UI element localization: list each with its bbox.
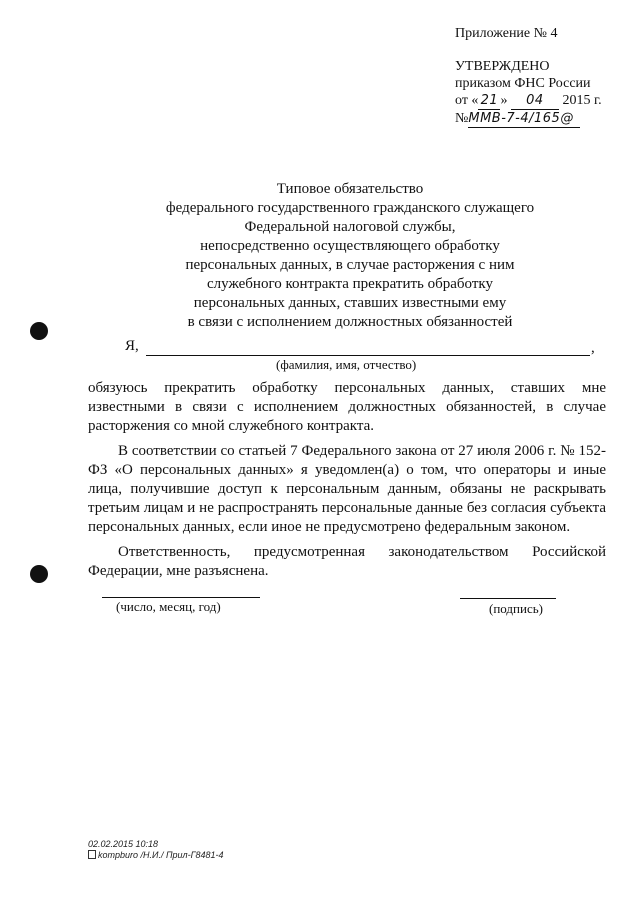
footer-note <box>88 839 224 861</box>
paragraph-responsibility: Ответственность, предусмотренная законодательством Российской Федерации, мне разъяснена. <box>88 544 606 579</box>
order-year: 2015 г. <box>562 93 602 108</box>
order-date: от « 21 » 04 2015 г. <box>455 93 602 108</box>
date-signature-line[interactable] <box>102 597 260 598</box>
document-icon <box>88 850 96 859</box>
title-line: Федеральной налоговой службы, <box>244 219 456 235</box>
order-line: приказом ФНС России <box>455 76 591 91</box>
approved-label: УТВЕРЖДЕНО <box>455 59 550 74</box>
footer-timestamp: 02.02.2015 10:18 <box>88 839 159 849</box>
appendix-label: Приложение № 4 <box>455 26 558 41</box>
approval-block <box>455 58 602 128</box>
footer-file: kompburo /Н.И./ Прил-Г8481-4 <box>88 850 224 861</box>
document-title <box>100 180 600 332</box>
title-line: персональных данных, в случае расторжения с ним <box>185 257 515 273</box>
title-line: непосредственно осуществляющего обработку <box>200 238 500 254</box>
name-suffix: , <box>591 340 595 356</box>
title-line: в связи с исполнением должностных обязанностей <box>187 314 513 330</box>
order-day: 21 <box>478 92 500 110</box>
punch-hole-top <box>30 322 48 340</box>
document-body <box>88 379 606 581</box>
title-line: Типовое обязательство <box>276 181 424 197</box>
name-prefix: Я, <box>125 338 139 354</box>
signature-caption: (подпись) <box>489 601 543 616</box>
order-number: №ММВ-7-4/165@ <box>455 110 602 128</box>
title-line: персональных данных, ставших известными ему <box>193 295 507 311</box>
name-caption: (фамилия, имя, отчество) <box>276 357 417 372</box>
order-month: 04 <box>511 92 559 110</box>
order-number-value: ММВ-7-4/165@ <box>468 110 580 128</box>
title-line: служебного контракта прекратить обработку <box>207 276 493 292</box>
paragraph-obligation: обязуюсь прекратить обработку персональных данных, ставших мне известными в связи с исполнением должностных обязанностей, в случае расторжения со мной служебного контракта. <box>88 380 606 434</box>
title-line: федерального государственного гражданского служащего <box>165 200 535 216</box>
signature-line[interactable] <box>460 598 556 599</box>
paragraph-law: В соответствии со статьей 7 Федерального закона от 27 июля 2006 г. № 152-ФЗ «О персональных данных» я уведомлен(а) о том, что операторы и иные лица, получившие доступ к персональным данным, обязаны не раскрывать третьим лицам и не распространять персональные данные без согласия субъекта персональных данных, если иное не предусмотрено федеральным законом. <box>88 443 606 535</box>
punch-hole-bottom <box>30 565 48 583</box>
date-caption: (число, месяц, год) <box>116 599 221 614</box>
name-field-line[interactable] <box>146 355 590 356</box>
